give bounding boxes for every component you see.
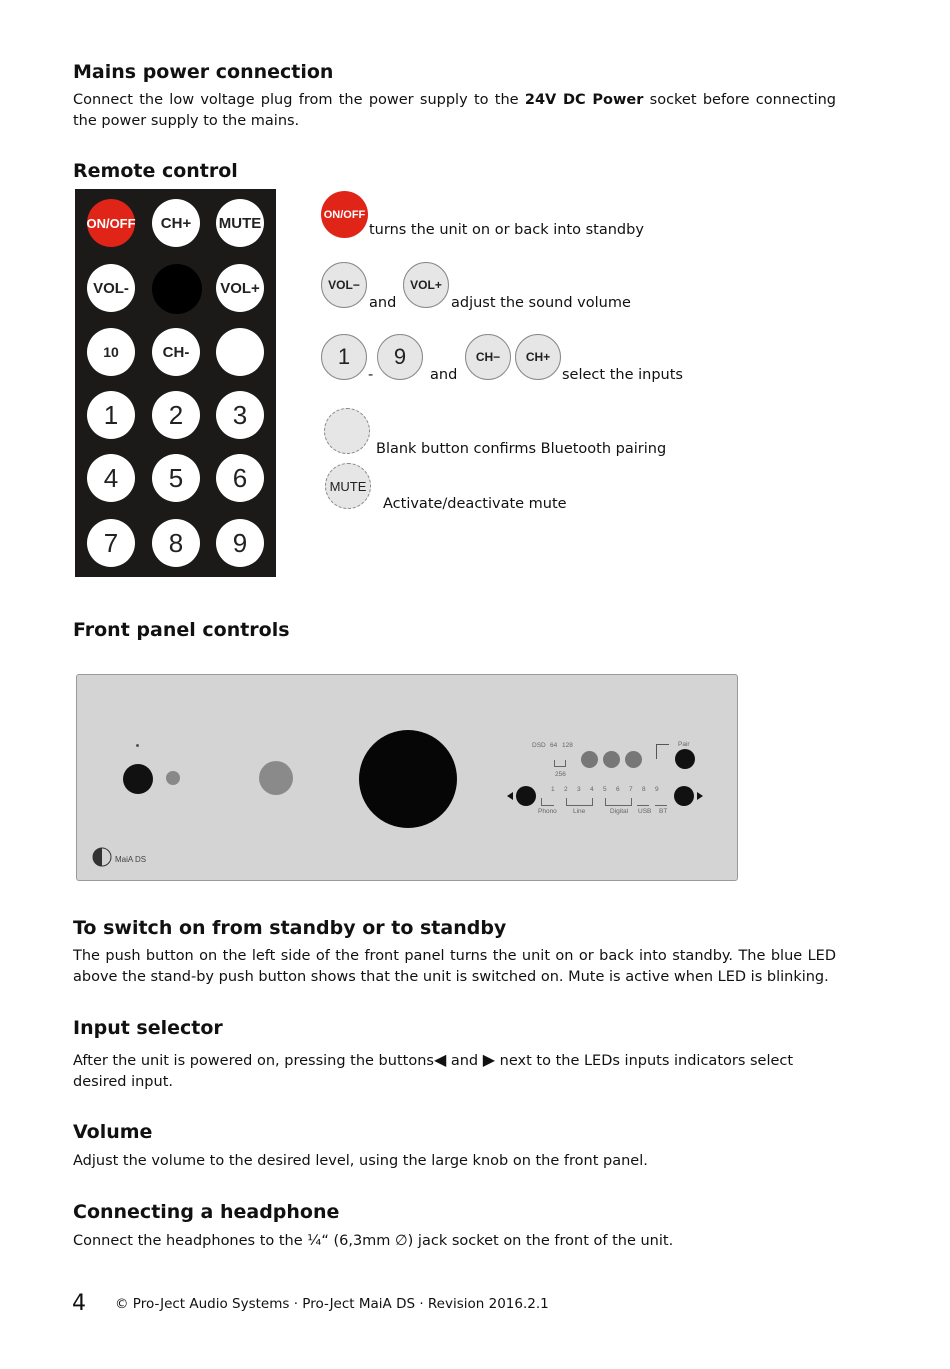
- input-text: After the unit is powered on, pressing the buttons◀ and ▶ next to the LEDs inputs indicators select desired input.: [73, 1050, 794, 1090]
- mute-legend-text: Activate/deactivate mute: [383, 496, 567, 512]
- remote-digit-5-button: 5: [152, 454, 200, 502]
- remote-ch-plus-button: CH+: [152, 199, 200, 247]
- dash-text: -: [368, 367, 374, 383]
- mains-text: Connect the low voltage plug from the power supply to the 24V DC Power socket before connecting the power supply to the mains.: [73, 92, 836, 129]
- bt-bracket: [655, 798, 667, 806]
- digital-bracket: [605, 798, 632, 806]
- remote-ch-minus-button: CH-: [152, 328, 200, 376]
- remote-vol-minus-button: VOL-: [87, 264, 135, 312]
- remote-center-button: [152, 264, 202, 314]
- headphone-heading: Connecting a headphone: [73, 1201, 340, 1223]
- digit-9-icon: 9: [377, 334, 423, 380]
- mains-heading: Mains power connection: [73, 61, 334, 83]
- blank-legend-text: Blank button confirms Bluetooth pairing: [376, 441, 667, 457]
- dsd-label: DSD: [532, 742, 546, 749]
- usb-bracket: [637, 798, 649, 806]
- input-num-7: 7: [629, 786, 633, 793]
- dsd-led-1-icon: [581, 751, 598, 768]
- digit-1-icon: 1: [321, 334, 367, 380]
- input-left-arrow-icon: [507, 792, 513, 800]
- input-right-arrow-icon: [697, 792, 703, 800]
- pair-label: Pair: [678, 741, 690, 748]
- right-arrow-icon: ▶: [482, 1050, 496, 1069]
- remote-digit-2-button: 2: [152, 391, 200, 439]
- line-label: Line: [573, 808, 586, 815]
- phono-bracket: [541, 798, 554, 806]
- volume-text: Adjust the volume to the desired level, using the large knob on the front panel.: [73, 1153, 648, 1169]
- remote-digit-4-button: 4: [87, 454, 135, 502]
- onoff-button-icon: ON/OFF: [321, 191, 368, 238]
- remote-digit-9-button: 9: [216, 519, 264, 567]
- remote-blank-button: [216, 328, 264, 376]
- footer-text: © Pro-Ject Audio Systems · Pro-Ject MaiA DS · Revision 2016.2.1: [115, 1296, 549, 1312]
- vol-minus-icon: VOL−: [321, 262, 367, 308]
- mute-button-icon: MUTE: [325, 463, 371, 509]
- digital-label: Digital: [610, 808, 629, 815]
- phono-label: Phono: [538, 808, 557, 815]
- and-text-1: and: [369, 295, 397, 311]
- ch-minus-icon: CH−: [465, 334, 511, 380]
- headphone-text: Connect the headphones to the ¼“ (6,3mm ∅) jack socket on the front of the unit.: [73, 1233, 674, 1249]
- blank-button-icon: [324, 408, 370, 454]
- remote-digit-6-button: 6: [216, 454, 264, 502]
- dsd-256-label: 256: [555, 771, 566, 778]
- remote-sensor-icon: [166, 771, 180, 785]
- volume-heading: Volume: [73, 1121, 153, 1143]
- dsd-64-label: 64: [550, 742, 558, 749]
- input-num-2: 2: [564, 786, 568, 793]
- dc-power-label: 24V DC Power: [524, 92, 644, 108]
- dsd-bracket: [554, 760, 566, 767]
- input-num-3: 3: [577, 786, 581, 793]
- remote-control-image: [75, 189, 276, 577]
- front-heading: Front panel controls: [73, 619, 290, 641]
- line-bracket: [566, 798, 593, 806]
- front-panel-image: [76, 674, 738, 881]
- input-num-8: 8: [642, 786, 646, 793]
- remote-digit-3-button: 3: [216, 391, 264, 439]
- page-number: 4: [72, 1291, 86, 1316]
- dsd-led-2-icon: [603, 751, 620, 768]
- headphone-jack-icon: [259, 761, 293, 795]
- vol-plus-icon: VOL+: [403, 262, 449, 308]
- standby-button-icon: [123, 764, 153, 794]
- input-num-4: 4: [590, 786, 594, 793]
- remote-digit-8-button: 8: [152, 519, 200, 567]
- power-led-icon: [136, 744, 139, 747]
- remote-heading: Remote control: [73, 160, 238, 182]
- model-label: MaiA DS: [115, 855, 147, 864]
- pair-button-icon: [675, 749, 695, 769]
- standby-text: The push button on the left side of the front panel turns the unit on or back into standby. The blue LED above the stand-by push button shows that the unit is switched on. Mute is active when LED is blinking.: [73, 948, 836, 985]
- input-heading: Input selector: [73, 1017, 223, 1039]
- project-logo-icon: [92, 847, 112, 867]
- remote-mute-button: MUTE: [216, 199, 264, 247]
- input-num-5: 5: [603, 786, 607, 793]
- ch-plus-icon: CH+: [515, 334, 561, 380]
- usb-label: USB: [638, 808, 652, 815]
- input-right-button-icon: [674, 786, 694, 806]
- dsd-led-3-icon: [625, 751, 642, 768]
- remote-digit-1-button: 1: [87, 391, 135, 439]
- bt-label: BT: [659, 808, 668, 815]
- remote-digit-7-button: 7: [87, 519, 135, 567]
- remote-onoff-button: ON/OFF: [87, 199, 135, 247]
- pair-bracket: [656, 744, 669, 759]
- volume-knob-icon: [359, 730, 457, 828]
- and-text-2: and: [430, 367, 458, 383]
- input-num-6: 6: [616, 786, 620, 793]
- standby-heading: To switch on from standby or to standby: [73, 917, 507, 939]
- input-num-1: 1: [551, 786, 555, 793]
- vol-legend-text: adjust the sound volume: [451, 295, 631, 311]
- input-num-9: 9: [655, 786, 659, 793]
- inputs-legend-text: select the inputs: [562, 367, 683, 383]
- remote-ten-button: 10: [87, 328, 135, 376]
- onoff-legend-text: turns the unit on or back into standby: [369, 222, 644, 238]
- dsd-128-label: 128: [562, 742, 573, 749]
- input-left-button-icon: [516, 786, 536, 806]
- left-arrow-icon: ◀: [433, 1050, 447, 1069]
- remote-vol-plus-button: VOL+: [216, 264, 264, 312]
